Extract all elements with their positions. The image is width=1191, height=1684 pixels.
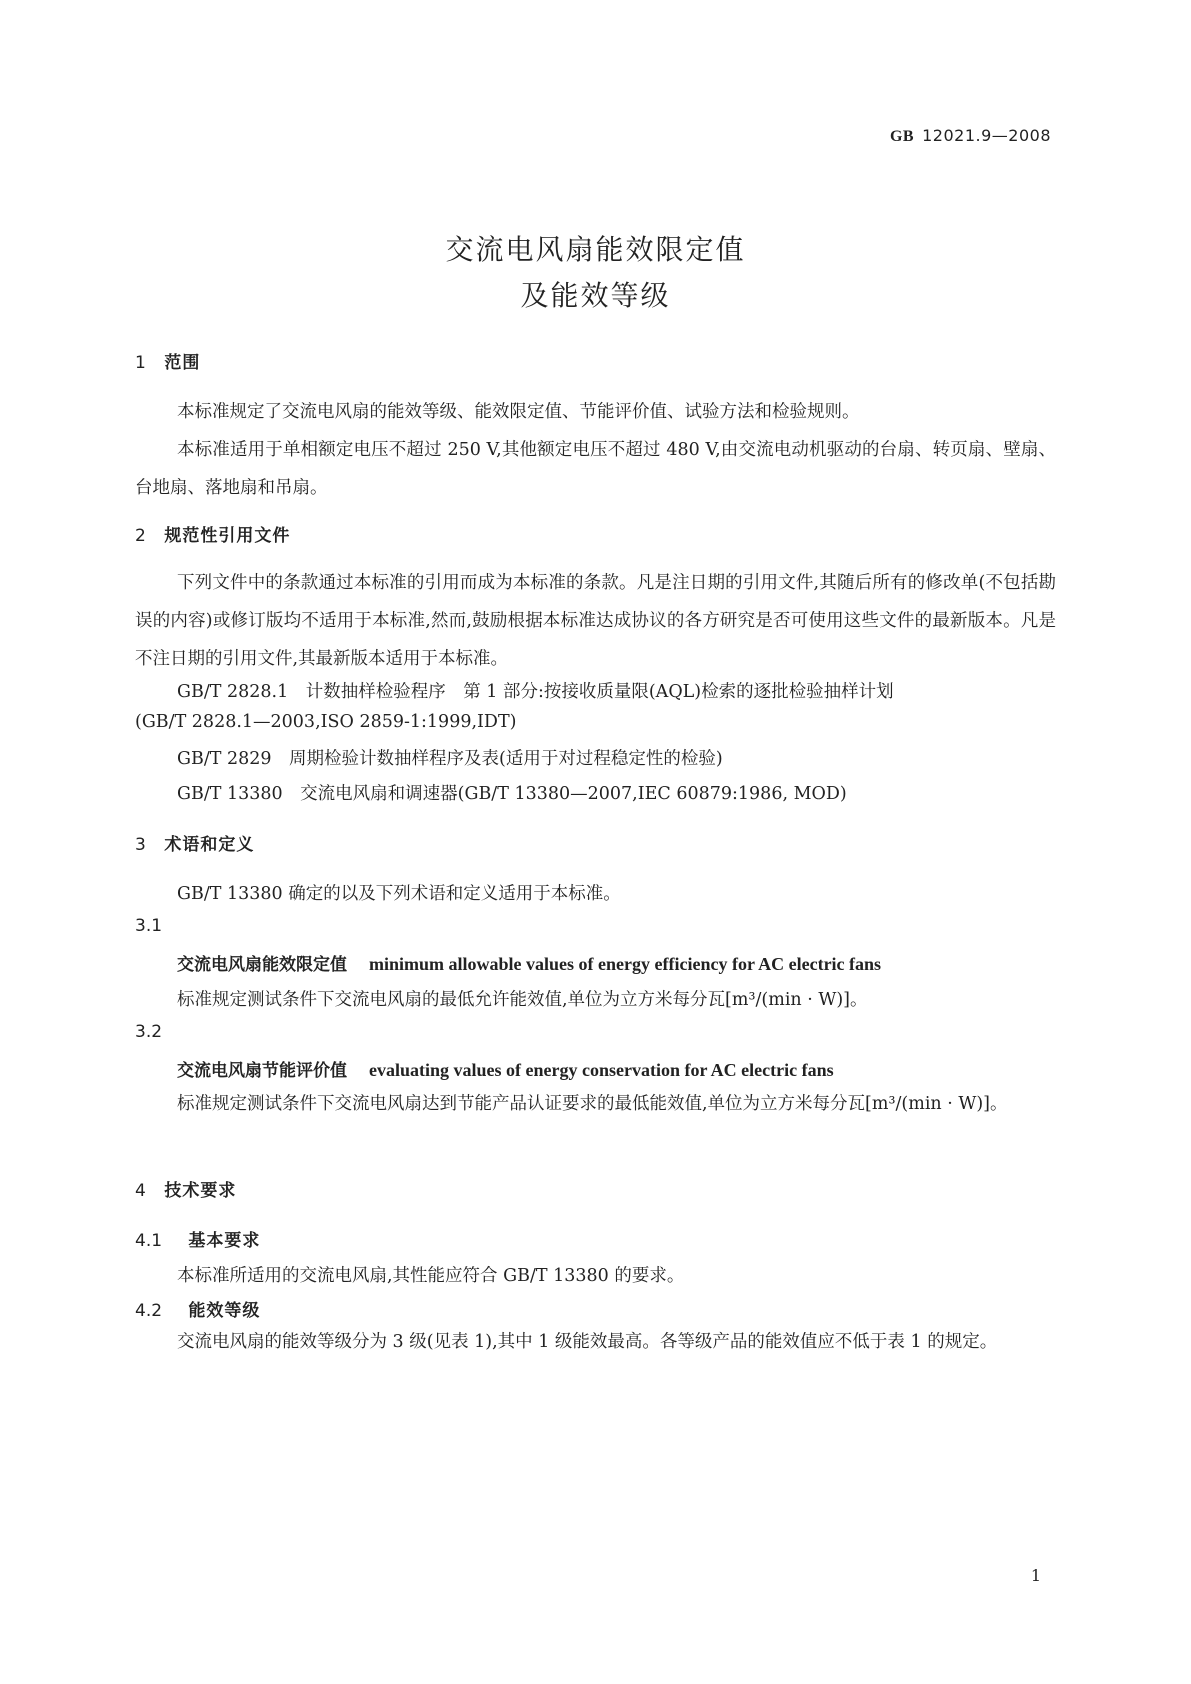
section-number: 1 (135, 353, 146, 373)
scope-paragraph-1: 本标准规定了交流电风扇的能效等级、能效限定值、节能评价值、试验方法和检验规则。 (177, 402, 860, 422)
section-title: 技术要求 (164, 1181, 237, 1201)
reference-gbt-13380: GB/T 13380 交流电风扇和调速器(GB/T 13380—2007,IEC 60879:1986, MOD) (177, 784, 847, 804)
terms-intro: GB/T 13380 确定的以及下列术语和定义适用于本标准。 (177, 884, 621, 904)
subsection-title: 基本要求 (188, 1231, 261, 1251)
reference-gbt-2828-1-continuation: (GB/T 2828.1—2003,ISO 2859-1:1999,IDT) (135, 712, 517, 732)
term-english-name: minimum allowable values of energy efficiency for AC electric fans (369, 954, 882, 974)
section-4-heading (135, 1176, 236, 1201)
term-chinese-name: 交流电风扇能效限定值 (177, 955, 347, 975)
section-title: 规范性引用文件 (164, 526, 291, 546)
document-title-line-2: 及能效等级 (520, 279, 671, 312)
section-3-heading (135, 830, 254, 855)
term-chinese-name: 交流电风扇节能评价值 (177, 1061, 347, 1081)
subsection-4-1-heading (135, 1226, 260, 1251)
section-1-heading (135, 348, 200, 373)
section-2-heading (135, 521, 290, 546)
term-3-1-heading (177, 950, 881, 975)
term-3-2-heading (177, 1056, 834, 1081)
section-title: 范围 (164, 353, 201, 373)
term-3-2-number: 3.2 (135, 1022, 163, 1042)
standard-code: 12021.9—2008 (922, 126, 1051, 145)
document-title-line-1: 交流电风扇能效限定值 (445, 233, 746, 266)
page-number: 1 (1030, 1566, 1041, 1585)
subsection-4-2-heading (135, 1296, 260, 1321)
reference-gbt-2828-1: GB/T 2828.1 计数抽样检验程序 第 1 部分:按接收质量限(AQL)检索的逐批检验抽样计划 (177, 682, 894, 702)
standard-prefix: GB (889, 128, 915, 145)
basic-requirements-paragraph: 本标准所适用的交流电风扇,其性能应符合 GB/T 13380 的要求。 (177, 1266, 685, 1286)
term-3-2-definition: 标准规定测试条件下交流电风扇达到节能产品认证要求的最低能效值,单位为立方米每分瓦[m³/(min · W)]。 (177, 1094, 1008, 1114)
section-number: 4 (135, 1181, 146, 1201)
subsection-title: 能效等级 (188, 1301, 261, 1321)
section-number: 2 (135, 526, 146, 546)
term-english-name: evaluating values of energy conservation for AC electric fans (369, 1060, 834, 1080)
references-paragraph: 下列文件中的条款通过本标准的引用而成为本标准的条款。凡是注日期的引用文件,其随后所有的修改单(不包括勘误的内容)或修订版均不适用于本标准,然而,鼓励根据本标准达成协议的各方研究是否可使用这些文件的最新版本。凡是不注日期的引用文件,其最新版本适用于本标准。 (135, 573, 1056, 669)
scope-paragraph-2: 本标准适用于单相额定电压不超过 250 V,其他额定电压不超过 480 V,由交流电动机驱动的台扇、转页扇、壁扇、台地扇、落地扇和吊扇。 (135, 440, 1056, 498)
section-number: 3 (135, 835, 146, 855)
term-3-1-definition: 标准规定测试条件下交流电风扇的最低允许能效值,单位为立方米每分瓦[m³/(min · W)]。 (177, 990, 868, 1010)
subsection-number: 4.1 (135, 1231, 163, 1251)
reference-gbt-2829: GB/T 2829 周期检验计数抽样程序及表(适用于对过程稳定性的检验) (177, 749, 723, 769)
subsection-number: 4.2 (135, 1301, 163, 1321)
efficiency-grades-paragraph: 交流电风扇的能效等级分为 3 级(见表 1),其中 1 级能效最高。各等级产品的能效值应不低于表 1 的规定。 (177, 1332, 998, 1352)
section-title: 术语和定义 (164, 835, 255, 855)
standard-number (890, 126, 1051, 146)
term-3-1-number: 3.1 (135, 916, 163, 936)
